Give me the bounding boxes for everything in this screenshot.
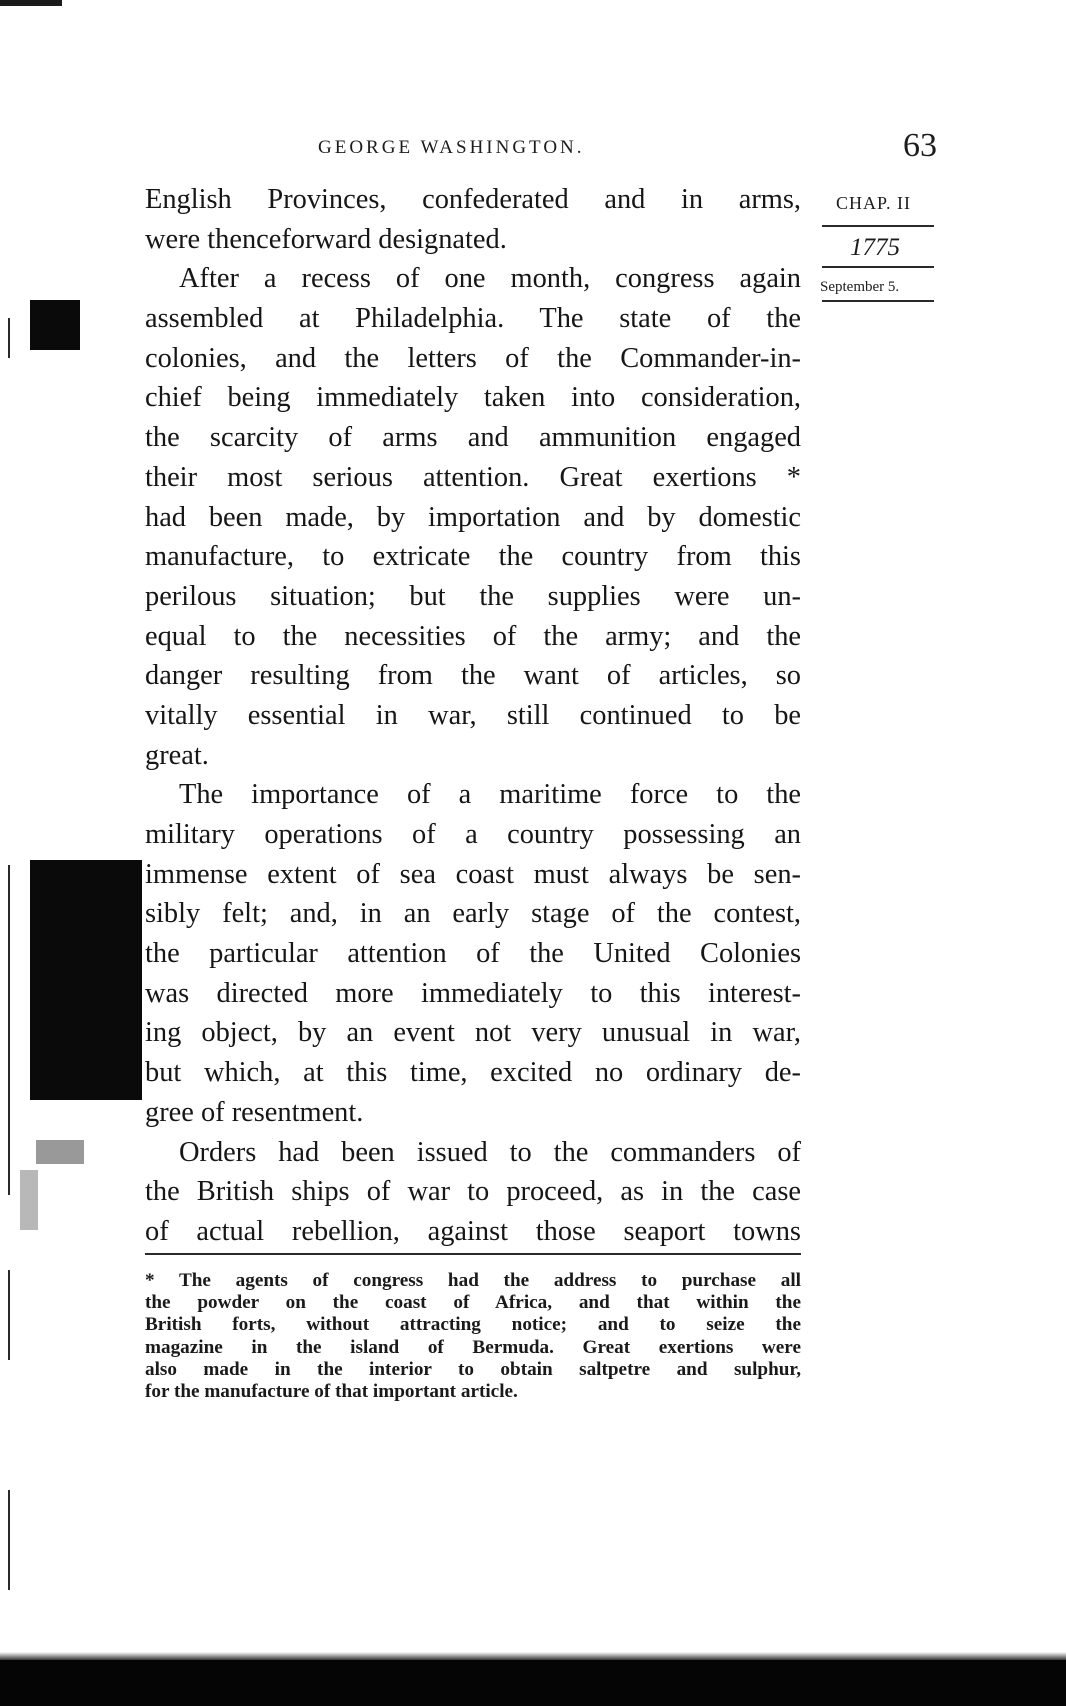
text-line: but which, at this time, excited no ordinary de- (145, 1057, 801, 1089)
text-line: manufacture, to extricate the country from this (145, 541, 801, 573)
text-line: was directed more immediately to this interest- (145, 977, 801, 1009)
scan-speck (20, 1170, 38, 1230)
text-line: danger resulting from the want of articles, so (145, 660, 801, 692)
text-line: equal to the necessities of the army; and the (145, 620, 801, 652)
text-line: were thenceforward designated. (145, 223, 507, 255)
scan-corner-mark (0, 0, 62, 6)
text-line: gree of resentment. (145, 1096, 364, 1128)
page-number: 63 (903, 127, 937, 164)
running-title: GEORGE WASHINGTON. (318, 137, 585, 158)
text-line: Orders had been issued to the commanders of (179, 1136, 801, 1168)
footnote-line: for the manufacture of that important article. (145, 1381, 518, 1403)
text-line: the scarcity of arms and ammunition engaged (145, 422, 801, 454)
margin-rule-top (822, 225, 934, 227)
text-line: their most serious attention. Great exertions * (145, 461, 801, 493)
scan-blot-upper (30, 300, 80, 350)
text-line: had been made, by importation and by domestic (145, 501, 801, 533)
scan-bottom-band (0, 1660, 1066, 1706)
text-line: of actual rebellion, against those seaport towns (145, 1215, 801, 1247)
text-line: the British ships of war to proceed, as in the case (145, 1176, 801, 1208)
scan-left-rule (8, 865, 10, 1195)
footnote (145, 1270, 801, 1403)
text-line: English Provinces, confederated and in arms, (145, 184, 801, 215)
scan-left-rule (8, 1270, 10, 1360)
margin-rule-bottom (822, 300, 934, 302)
scan-blot-lower (30, 860, 142, 1100)
scan-left-rule (8, 318, 10, 358)
margin-year-note: 1775 (850, 234, 900, 261)
margin-rule-middle (822, 266, 934, 268)
text-line: sibly felt; and, in an early stage of the contest, (145, 898, 801, 930)
text-line: assembled at Philadelphia. The state of the (145, 303, 801, 335)
text-line: After a recess of one month, congress again (179, 263, 801, 295)
scan-speck (36, 1140, 84, 1164)
text-line: military operations of a country possessing an (145, 819, 801, 850)
text-line: colonies, and the letters of the Commander-in- (145, 342, 801, 374)
footnote-line: magazine in the island of Bermuda. Great exertions were (145, 1336, 801, 1358)
text-line: the particular attention of the United Colonies (145, 938, 801, 970)
scan-left-rule (8, 1490, 10, 1590)
text-line: great. (145, 739, 209, 771)
text-line: immense extent of sea coast must always be sen- (145, 858, 801, 890)
text-line: ing object, by an event not very unusual in war, (145, 1017, 801, 1049)
text-line: chief being immediately taken into consideration, (145, 382, 801, 414)
text-line: perilous situation; but the supplies were un- (145, 580, 801, 612)
body-text (145, 180, 801, 1252)
footnote-line: also made in the interior to obtain saltpetre and sulphur, (145, 1358, 801, 1380)
footnote-rule (145, 1253, 801, 1255)
margin-chapter-note: CHAP. II (836, 193, 912, 213)
text-line: vitally essential in war, still continued to be (145, 699, 801, 731)
footnote-line: British forts, without attracting notice; and to seize the (145, 1314, 801, 1336)
footnote-line: * The agents of congress had the address to purchase all (145, 1270, 801, 1291)
footnote-line: the powder on the coast of Africa, and that within the (145, 1292, 801, 1314)
text-line: The importance of a maritime force to the (179, 779, 801, 811)
margin-date-note: September 5. (820, 279, 900, 295)
